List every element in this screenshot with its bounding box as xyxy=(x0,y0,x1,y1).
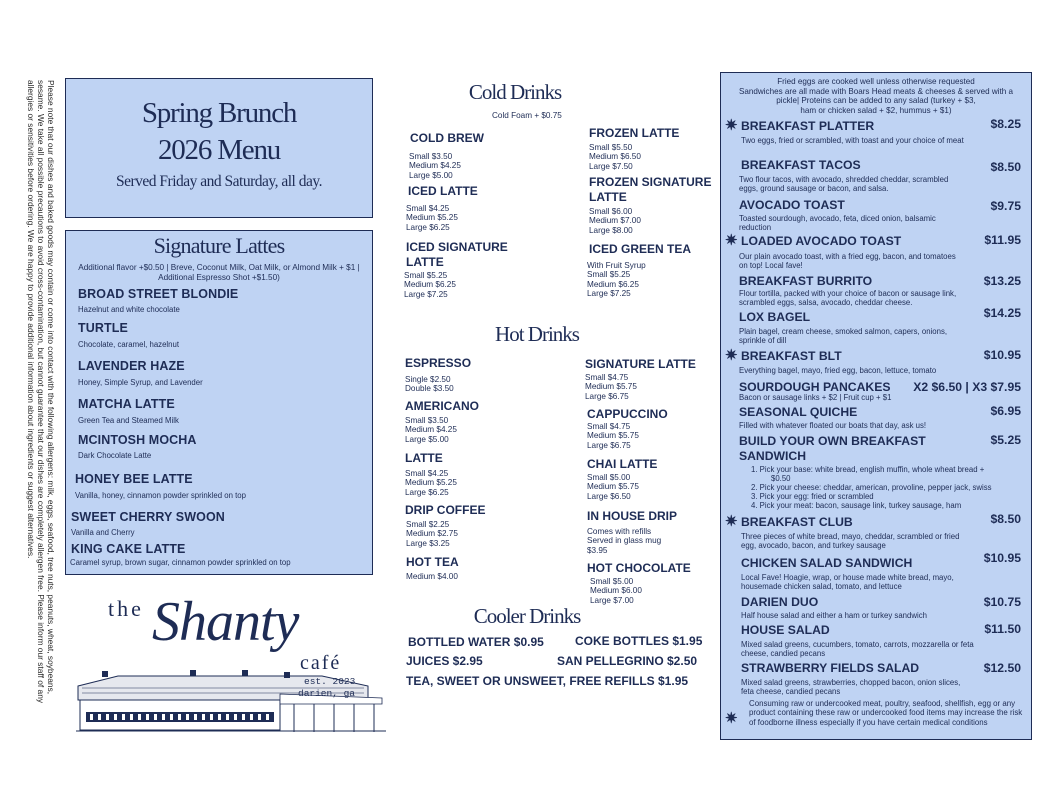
breakfast-item-desc: Bacon or sausage links + $2 | Fruit cup + $1 xyxy=(739,393,892,402)
signature-item-name: SWEET CHERRY SWOON xyxy=(71,510,225,524)
breakfast-item-price: $14.25 xyxy=(983,306,1021,320)
breakfast-item-name: SANDWICH xyxy=(739,449,807,463)
title-subtitle: Served Friday and Saturday, all day. xyxy=(116,173,322,190)
drink-sizes: Small $4.75 Medium $5.75 Large $6.75 xyxy=(587,422,639,450)
drink-sizes: With Fruit Syrup Small $5.25 Medium $6.25 Large $7.25 xyxy=(587,261,646,298)
breakfast-item-price: $8.25 xyxy=(990,117,1021,131)
breakfast-item-price: $10.95 xyxy=(983,348,1021,362)
drink-name: CAPPUCCINO xyxy=(587,407,668,421)
drink-name: CHAI LATTE xyxy=(587,457,658,471)
signature-item-desc: Dark Chocolate Latte xyxy=(78,451,152,460)
drink-sizes: Single $2.50 Double $3.50 xyxy=(405,375,454,394)
drink-sizes: Small $5.25 Medium $6.25 Large $7.25 xyxy=(404,271,456,299)
signature-item-desc: Honey, Simple Syrup, and Lavender xyxy=(78,378,203,387)
breakfast-item-desc: Plain bagel, cream cheese, smoked salmon, capers, onions, sprinkle of dill xyxy=(739,327,948,345)
breakfast-item-desc: Our plain avocado toast, with a fried egg, bacon, and tomatoes on top! Local fave! xyxy=(739,252,956,270)
drink-name: COLD BREW xyxy=(410,131,484,145)
drink-sizes: Small $2.25 Medium $2.75 Large $3.25 xyxy=(406,520,458,548)
signature-item-name: MATCHA LATTE xyxy=(78,397,175,411)
logo-cafe: café xyxy=(300,652,342,674)
breakfast-panel xyxy=(720,72,1032,740)
drink-name: FROZEN SIGNATURE xyxy=(589,175,712,189)
breakfast-item-desc: Three pieces of white bread, mayo, cheddar, scrambled or fried egg, avocado, bacon, and turkey sausage xyxy=(741,532,960,550)
star-icon: ✷ xyxy=(725,513,738,530)
signature-item-desc: Vanilla, honey, cinnamon powder sprinkled on top xyxy=(75,491,246,500)
drink-sizes: Small $3.50 Medium $4.25 Large $5.00 xyxy=(405,416,457,444)
drink-name: LATTE xyxy=(406,255,444,269)
drink-name: HOT CHOCOLATE xyxy=(587,561,691,575)
drink-name: DRIP COFFEE xyxy=(405,503,486,517)
cooler-item: SAN PELLEGRINO $2.50 xyxy=(557,654,698,668)
menu-title-box xyxy=(65,78,373,218)
signature-item-desc: Hazelnut and white chocolate xyxy=(78,305,180,314)
drink-name: AMERICANO xyxy=(405,399,479,413)
drink-name: FROZEN LATTE xyxy=(589,126,680,140)
signature-item-name: TURTLE xyxy=(78,321,128,335)
signature-item-name: HONEY BEE LATTE xyxy=(75,472,193,486)
logo-place: darien, ga xyxy=(298,688,356,699)
drink-sizes: Medium $4.00 xyxy=(406,572,458,581)
drink-name: ICED LATTE xyxy=(408,184,478,198)
logo-est: est. 2023 xyxy=(304,676,356,687)
logo-the: the xyxy=(108,596,144,621)
signature-item-desc: Chocolate, caramel, hazelnut xyxy=(78,340,179,349)
drink-sizes: Small $4.25 Medium $5.25 Large $6.25 xyxy=(405,469,457,497)
breakfast-item-price: $13.25 xyxy=(983,274,1021,288)
breakfast-item-name: SEASONAL QUICHE xyxy=(739,405,858,419)
breakfast-item-price: $5.25 xyxy=(990,433,1021,447)
breakfast-item-price: $6.95 xyxy=(990,404,1021,418)
cold-drinks-heading: Cold Drinks xyxy=(468,80,562,104)
drink-name: ICED GREEN TEA xyxy=(589,242,692,256)
allergen-note xyxy=(20,80,56,720)
breakfast-item-price: $9.75 xyxy=(990,199,1021,213)
breakfast-item-name: DARIEN DUO xyxy=(741,595,819,609)
star-icon: ✷ xyxy=(725,117,738,134)
breakfast-item-desc: Flour tortilla, packed with your choice of bacon or sausage link, scrambled eggs, salsa, avocado, cheddar cheese. xyxy=(739,289,957,307)
breakfast-item-name: BREAKFAST PLATTER xyxy=(741,119,875,133)
signature-item-name: BROAD STREET BLONDIE xyxy=(78,287,239,301)
breakfast-item-price: $11.50 xyxy=(984,622,1021,636)
signature-item-desc: Caramel syrup, brown sugar, cinnamon powder sprinkled on top xyxy=(70,558,291,567)
breakfast-item-desc: Mixed salad greens, strawberries, chopped bacon, onion slices, feta cheese, candied pecans xyxy=(741,678,961,696)
drink-sizes: Comes with refills Served in glass mug $3.95 xyxy=(587,527,662,555)
breakfast-item-desc: Toasted sourdough, avocado, feta, diced onion, balsamic reduction xyxy=(739,214,936,232)
drink-sizes: Small $5.00 Medium $5.75 Large $6.50 xyxy=(587,473,639,501)
signature-note: Additional flavor +$0.50 | Breve, Coconut Milk, Oat Milk, or Almond Milk + $1 | Additional Espresso Shot +$1.50) xyxy=(78,263,360,282)
breakfast-item-name: LOX BAGEL xyxy=(739,310,811,324)
signature-lattes-box xyxy=(65,230,373,575)
drink-sizes: Small $4.25 Medium $5.25 Large $6.25 xyxy=(406,204,458,232)
breakfast-item-name: BREAKFAST BLT xyxy=(741,349,842,363)
drink-sizes: Small $5.00 Medium $6.00 Large $7.00 xyxy=(590,577,642,605)
cooler-item: TEA, SWEET OR UNSWEET, FREE REFILLS $1.95 xyxy=(406,674,689,688)
drink-sizes: Small $5.50 Medium $6.50 Large $7.50 xyxy=(589,143,641,171)
drink-name: ESPRESSO xyxy=(405,356,472,370)
breakfast-item-name: AVOCADO TOAST xyxy=(739,198,845,212)
breakfast-item-name: BREAKFAST TACOS xyxy=(741,158,861,172)
star-icon: ✷ xyxy=(725,347,738,364)
drink-name: HOT TEA xyxy=(406,555,459,569)
breakfast-item-price: $12.50 xyxy=(983,661,1021,675)
breakfast-item-desc: Everything bagel, mayo, fried egg, bacon, lettuce, tomato xyxy=(739,366,937,375)
drink-sizes: Small $3.50 Medium $4.25 Large $5.00 xyxy=(409,152,461,180)
title-line-2: 2026 Menu xyxy=(157,134,281,166)
title-line-1: Spring Brunch xyxy=(141,97,297,129)
cold-drinks-note: Cold Foam + $0.75 xyxy=(492,111,562,120)
breakfast-item-name: BUILD YOUR OWN BREAKFAST xyxy=(739,434,926,448)
raw-food-warning: Consuming raw or undercooked meat, poultry, seafood, shellfish, egg or any product containing these raw or undercooked food items may increase the risk of foodborne illness especially if you have certain medical conditions xyxy=(749,699,1023,727)
drink-sizes: Small $6.00 Medium $7.00 Large $8.00 xyxy=(589,207,641,235)
breakfast-item-name: HOUSE SALAD xyxy=(741,623,830,637)
breakfast-item-desc: Half house salad and either a ham or turkey sandwich xyxy=(741,611,927,620)
breakfast-item-price: X2 $6.50 | X3 $7.95 xyxy=(913,380,1021,394)
drink-name: LATTE xyxy=(405,451,443,465)
breakfast-item-desc: Filled with whatever floated our boats that day, ask us! xyxy=(739,421,927,430)
breakfast-item-price: $8.50 xyxy=(990,160,1021,174)
build-your-own-steps: 1. Pick your base: white bread, english muffin, whole wheat bread + $0.50 2. Pick your cheese: cheddar, american, provoline, pepper jack, swiss 3. Pick your egg: fried or scrambled 4. Pick your meat: bacon, sausage link, turkey sausage, ham xyxy=(751,465,992,510)
cooler-item: COKE BOTTLES $1.95 xyxy=(575,634,703,648)
breakfast-item-name: BREAKFAST BURRITO xyxy=(739,274,873,288)
signature-item-desc: Green Tea and Steamed Milk xyxy=(78,416,179,425)
cooler-drinks-heading: Cooler Drinks xyxy=(473,604,581,628)
breakfast-item-price: $10.75 xyxy=(983,595,1021,609)
drink-name: IN HOUSE DRIP xyxy=(587,509,678,523)
logo-name: Shanty xyxy=(152,591,299,653)
breakfast-item-desc: Local Fave! Hoagie, wrap, or house made white bread, mayo, housemade chicken salad, tomato, and lettuce xyxy=(741,573,954,591)
breakfast-item-price: $11.95 xyxy=(984,233,1021,247)
cooler-item: BOTTLED WATER $0.95 xyxy=(408,635,544,649)
signature-item-name: LAVENDER HAZE xyxy=(78,359,185,373)
breakfast-item-desc: Two flour tacos, with avocado, shredded cheddar, scrambled eggs, ground sausage or bacon, and salsa. xyxy=(739,175,949,193)
allergen-note-text: Please note that our dishes and baked goods may contain or come into contact with the following allergens: milk, eggs, seafood, tree nuts, peanuts, wheat, soybeans, sesame. We take all possible precautions to avoid cross-contamination, but cannot guarantee that our dishes are completely allergen free. Please inform our staff of any allergies or sensitivities before ordering. We are happy to provide additional information about ingredients or suggest alternatives. xyxy=(26,80,56,704)
star-icon: ✷ xyxy=(725,710,738,727)
star-icon: ✷ xyxy=(725,232,738,249)
shanty-cafe-logo xyxy=(72,590,390,745)
breakfast-item-name: SOURDOUGH PANCAKES xyxy=(739,380,891,394)
breakfast-item-desc: Two eggs, fried or scrambled, with toast and your choice of meat xyxy=(741,136,964,145)
breakfast-item-name: LOADED AVOCADO TOAST xyxy=(741,234,902,248)
signature-heading: Signature Lattes xyxy=(153,233,285,258)
breakfast-note: Fried eggs are cooked well unless otherwise requested Sandwiches are all made with Boars Head meats & cheeses & served with a pickle| Proteins can be added to any salad (turkey + $3, ham or chicken salad + $2, hummus + $1) xyxy=(739,77,1013,115)
breakfast-item-price: $8.50 xyxy=(990,512,1021,526)
breakfast-item-desc: Mixed salad greens, cucumbers, tomato, carrots, mozzarella or feta cheese, candied pecans xyxy=(741,640,974,658)
signature-item-name: MCINTOSH MOCHA xyxy=(78,433,197,447)
breakfast-item-name: CHICKEN SALAD SANDWICH xyxy=(741,556,913,570)
breakfast-item-name: BREAKFAST CLUB xyxy=(741,515,853,529)
hot-drinks-heading: Hot Drinks xyxy=(495,322,579,346)
drink-name: SIGNATURE LATTE xyxy=(585,357,696,371)
signature-item-desc: Vanilla and Cherry xyxy=(71,528,135,537)
signature-item-name: KING CAKE LATTE xyxy=(71,542,186,556)
cooler-item: JUICES $2.95 xyxy=(406,654,483,668)
drink-sizes: Small $4.75 Medium $5.75 Large $6.75 xyxy=(585,373,637,401)
breakfast-item-price: $10.95 xyxy=(983,551,1021,565)
drink-name: ICED SIGNATURE xyxy=(406,240,508,254)
breakfast-item-name: STRAWBERRY FIELDS SALAD xyxy=(741,661,920,675)
drink-name: LATTE xyxy=(589,190,627,204)
